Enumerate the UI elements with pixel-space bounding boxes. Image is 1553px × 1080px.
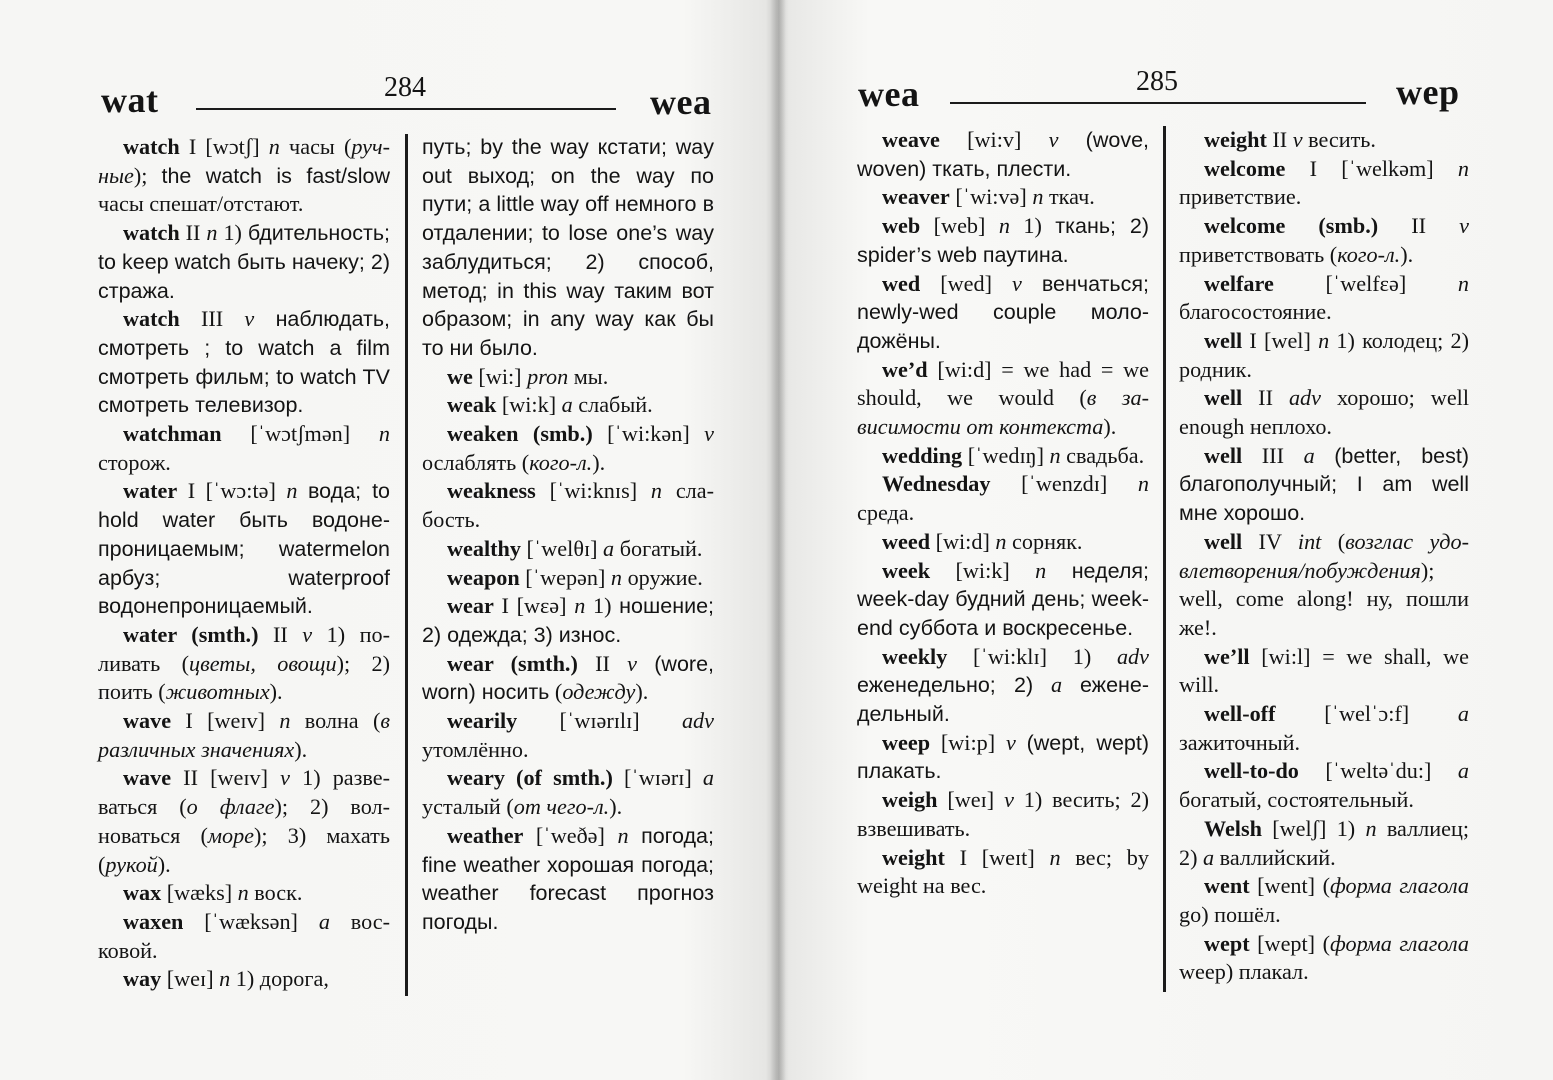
page-284: [0, 0, 776, 1080]
dictionary-entry: watch II n 1) бдительность; to keep watch быть начеку; 2) стража.: [98, 220, 391, 303]
dictionary-entry: watchman [ˈwɔtʃmən] n сторож.: [98, 421, 390, 475]
dictionary-entry: weaken (smb.) [ˈwi:kən] v ослаблять (кого-л.).: [422, 421, 714, 475]
dictionary-entry: way [weɪ] n 1) дорога,: [123, 966, 329, 992]
dictionary-entry: we [wi:] pron мы.: [447, 363, 609, 389]
dictionary-entry: wear I [wɛə] n 1) ношение; 2) одежда; 3) износ.: [422, 593, 715, 647]
guide-word-left: wat: [101, 80, 159, 120]
dictionary-entry: weakness [ˈwi:knɪs] n слабость.: [422, 478, 714, 533]
header-rule: [196, 108, 616, 110]
dictionary-entry: welcome I [ˈwelkəm] n приветствие.: [1179, 155, 1469, 210]
dictionary-entry: week [wi:k] n неделя; week-day будний день; week-end суббота и воскресенье.: [857, 557, 1149, 640]
dictionary-entry: well II adv хорошо; well enough неплохо.: [1179, 385, 1470, 440]
dictionary-entry: wear (smth.) II v (wore, worn) носить (одежду).: [422, 650, 714, 705]
dictionary-entry: Wednesday [ˈwenzdɪ] n среда.: [857, 471, 1149, 526]
dictionary-entry: watch III v наблюдать, смотреть ; to watch a film смотреть фильм; to watch TV смотреть телевизор.: [98, 306, 390, 418]
dictionary-entry: wearily [ˈwɪərɪlɪ] adv утомлённо.: [422, 708, 714, 762]
dictionary-entry: watch I [wɔtʃ] n часы (ручные); the watch is fast/slow часы спешат/отстают.: [98, 134, 391, 217]
dictionary-entry: wept [wept] (форма глагола weep) плакал.: [1179, 930, 1470, 985]
dictionary-entry: weary (of smth.) [ˈwɪərɪ] a усталый (от чего-л.).: [422, 765, 714, 820]
dictionary-entry: well III a (better, best) благополучный; I am well мне хорошо.: [1179, 442, 1469, 526]
dictionary-entry: путь; by the way кстати; way out выход; on the way по пути; a little way off немного в отдалении; to lose one’s way заблудиться; 2) способ, метод; in this way таким вот образом; in any way как бы то ни было.: [422, 135, 714, 360]
guide-word-right: wep: [1396, 72, 1460, 112]
dictionary-entry: weight II v весить.: [1204, 127, 1376, 152]
dictionary-entry: well I [wel] n 1) колодец; 2) родник.: [1179, 327, 1469, 382]
dictionary-entry: weather [ˈweðə] n погода; fine weather хорошая погода; weather forecast прогноз погоды.: [422, 822, 714, 934]
dictionary-entry: water (smth.) II v 1) поливать (цветы, овощи); 2) поить (животных).: [98, 621, 391, 705]
dictionary-entry: we’ll [wi:l] = we shall, we will.: [1179, 643, 1469, 698]
dictionary-entry: waxen [ˈwæksən] a восковой.: [98, 908, 390, 963]
dictionary-entry: weekly [ˈwi:klɪ] 1) adv еженедельно; 2) a еженедельный.: [857, 643, 1150, 727]
dictionary-entry: weak [wi:k] a слабый.: [447, 392, 653, 418]
dictionary-entry: weigh [weɪ] v 1) весить; 2) взвешивать.: [857, 787, 1149, 841]
column-1: [857, 126, 1149, 901]
dictionary-entry: weaver [ˈwi:və] n ткач.: [882, 184, 1095, 210]
dictionary-entry: went [went] (форма глагола go) пошёл.: [1179, 873, 1470, 927]
column-2: [1179, 126, 1469, 987]
column-divider: [1163, 126, 1166, 992]
column-1: [98, 133, 390, 994]
dictionary-entry: wax [wæks] n воск.: [123, 880, 303, 906]
dictionary-entry: welcome (smb.) II v приветствовать (кого-л.).: [1179, 213, 1470, 267]
guide-word-left: wea: [858, 74, 920, 114]
dictionary-entry: Welsh [welʃ] 1) n валлиец; 2) a валлийский.: [1179, 815, 1469, 870]
dictionary-entry: weight I [weɪt] n вес; by weight на вес.: [857, 844, 1149, 899]
dictionary-entry: weed [wi:d] n сорняк.: [882, 528, 1083, 554]
dictionary-entry: weep [wi:p] v (wept, wept) плакать.: [857, 729, 1149, 784]
dictionary-entry: wealthy [ˈwelθɪ] a богатый.: [447, 535, 703, 561]
page-285: [776, 0, 1553, 1080]
dictionary-entry: web [web] n 1) ткань; 2) spider’s web паутина.: [857, 213, 1150, 267]
dictionary-entry: weave [wi:v] v (wove, woven) ткать, плести.: [857, 127, 1149, 181]
dictionary-entry: well-to-do [ˈweltəˈdu:] a богатый, состоятельный.: [1179, 758, 1469, 813]
dictionary-entry: wed [wed] v венчаться; newly-wed couple молодожёны.: [857, 270, 1149, 353]
dictionary-entry: wave I [weɪv] n волна (в различных значениях).: [98, 708, 391, 762]
header-rule: [950, 102, 1366, 104]
page-number: 285: [1136, 66, 1178, 97]
dictionary-entry: well IV int (возглас удовлетворения/побуждения); well, come along! ну, пошли же!.: [1179, 528, 1469, 640]
dictionary-entry: we’d [wi:d] = we had = we should, we would (в зависимости от контекста).: [857, 356, 1149, 440]
column-divider: [405, 134, 408, 996]
dictionary-entry: welfare [ˈwelfɛə] n благосостояние.: [1179, 270, 1469, 325]
guide-word-right: wea: [650, 82, 712, 122]
dictionary-entry: water I [ˈwɔ:tə] n вода; to hold water быть водонепроницаемым; watermelon арбуз; waterproof водонепроницаемый.: [98, 478, 391, 619]
page-number: 284: [384, 72, 426, 103]
column-2: [422, 133, 714, 937]
dictionary-entry: weapon [ˈwepən] n оружие.: [447, 564, 703, 590]
dictionary-entry: well-off [ˈwelˈɔ:f] a зажиточный.: [1179, 701, 1469, 755]
dictionary-entry: wedding [ˈwedɪŋ] n свадьба.: [882, 442, 1145, 468]
dictionary-entry: wave II [weɪv] v 1) развеваться (о флаге); 2) волноваться (море); 3) махать (рукой).: [98, 765, 391, 877]
